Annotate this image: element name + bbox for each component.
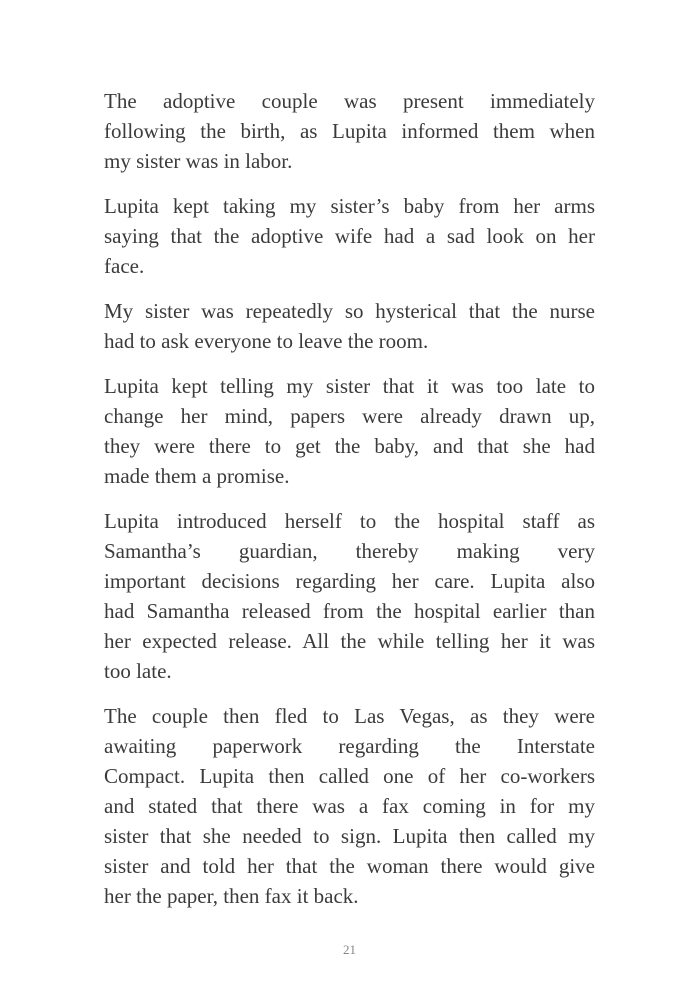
paragraph-line: awaiting paperwork regarding the Interstate bbox=[104, 734, 595, 758]
paragraph-line: change her mind, papers were already drawn up, bbox=[104, 404, 595, 428]
text-block bbox=[104, 86, 595, 926]
paragraph-line: Lupita kept taking my sister’s baby from her arms bbox=[104, 194, 595, 218]
paragraph-line: her expected release. All the while telling her it was bbox=[104, 629, 595, 653]
paragraph-line: made them a promise. bbox=[104, 464, 290, 488]
paragraph-line: too late. bbox=[104, 659, 172, 683]
paragraph bbox=[104, 191, 595, 281]
paragraph-line: saying that the adoptive wife had a sad look on her bbox=[104, 224, 595, 248]
paragraph-line: following the birth, as Lupita informed them when bbox=[104, 119, 595, 143]
paragraph-line: Samantha’s guardian, thereby making very bbox=[104, 539, 595, 563]
paragraph bbox=[104, 296, 595, 356]
paragraph-line: The adoptive couple was present immediately bbox=[104, 89, 595, 113]
paragraph-line: sister that she needed to sign. Lupita then called my bbox=[104, 824, 595, 848]
paragraph-line: face. bbox=[104, 254, 145, 278]
paragraph-line: The couple then fled to Las Vegas, as they were bbox=[104, 704, 595, 728]
paragraph-line: and stated that there was a fax coming in for my bbox=[104, 794, 595, 818]
paragraph-line: had Samantha released from the hospital earlier than bbox=[104, 599, 595, 623]
paragraph bbox=[104, 86, 595, 176]
paragraph-line: My sister was repeatedly so hysterical that the nurse bbox=[104, 299, 595, 323]
paragraph-line: Lupita kept telling my sister that it was too late to bbox=[104, 374, 595, 398]
paragraph-line: my sister was in labor. bbox=[104, 149, 293, 173]
paragraph-line: they were there to get the baby, and that she had bbox=[104, 434, 595, 458]
paragraph bbox=[104, 371, 595, 491]
paragraph-line: her the paper, then fax it back. bbox=[104, 884, 359, 908]
paragraph-line: had to ask everyone to leave the room. bbox=[104, 329, 429, 353]
paragraph bbox=[104, 701, 595, 911]
paragraph-line: important decisions regarding her care. Lupita also bbox=[104, 569, 595, 593]
paragraph-line: sister and told her that the woman there would give bbox=[104, 854, 595, 878]
page-number: 21 bbox=[343, 942, 356, 957]
paragraph-line: Lupita introduced herself to the hospital staff as bbox=[104, 509, 595, 533]
paragraph-line: Compact. Lupita then called one of her co-workers bbox=[104, 764, 595, 788]
paragraph bbox=[104, 506, 595, 686]
